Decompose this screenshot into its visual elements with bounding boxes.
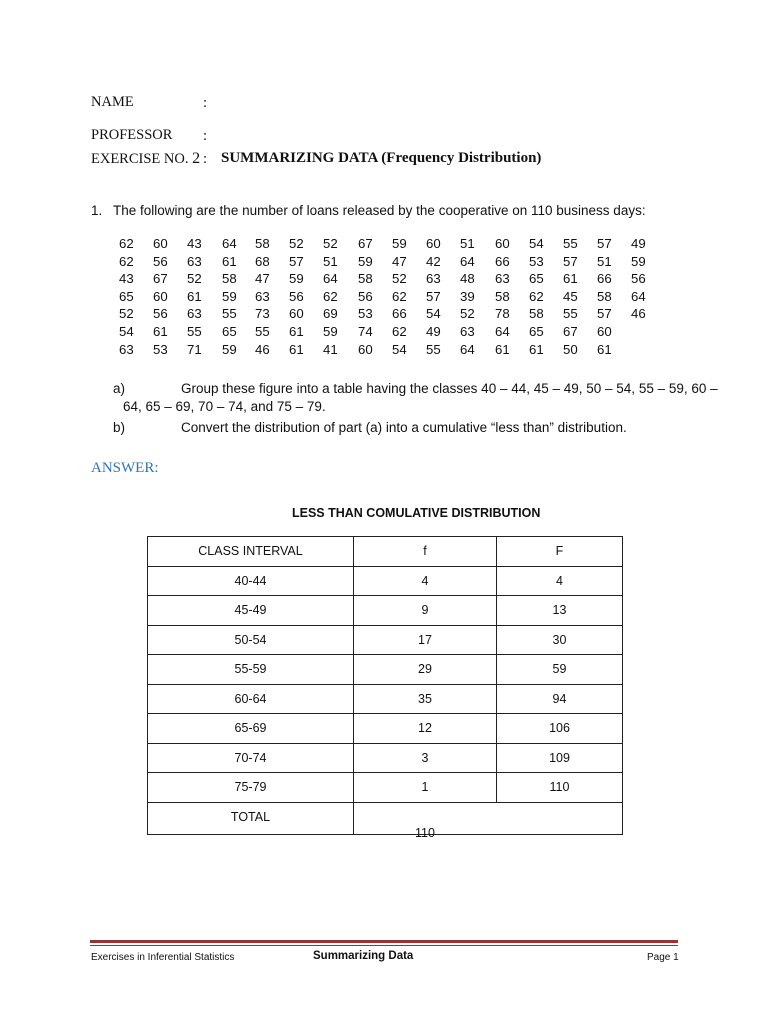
data-value: 60: [289, 306, 304, 322]
data-value: 63: [495, 271, 510, 287]
total-label: TOTAL: [230, 810, 271, 824]
header-class-interval: CLASS INTERVAL: [148, 537, 354, 567]
cumulative-frequency-cell: 109: [497, 743, 623, 773]
data-value: 54: [529, 236, 544, 251]
data-value: 46: [255, 341, 270, 357]
data-value: 60: [495, 236, 510, 251]
data-value: 56: [631, 271, 646, 287]
data-value: 59: [289, 271, 304, 287]
exercise-number: 2: [192, 150, 201, 167]
data-value: 53: [358, 306, 373, 322]
answer-heading: ANSWER:: [91, 460, 159, 476]
data-value: 64: [222, 236, 237, 251]
data-value: 61: [563, 271, 578, 287]
data-value: 60: [153, 288, 168, 304]
data-value: 46: [631, 306, 646, 322]
exercise-title: SUMMARIZING DATA (Frequency Distribution): [221, 150, 542, 166]
data-value: 64: [460, 253, 475, 269]
data-value: 59: [392, 236, 407, 251]
data-value: 55: [255, 323, 270, 339]
data-value: 50: [563, 341, 578, 357]
data-value: 65: [529, 271, 544, 287]
data-value: 69: [323, 306, 338, 322]
data-value: 57: [426, 288, 441, 304]
data-value: 61: [222, 253, 237, 269]
frequency-cell: 4: [354, 566, 497, 596]
table-row: [148, 566, 623, 596]
total-value-cell: [354, 802, 623, 840]
data-value: 59: [323, 323, 338, 339]
data-value: 61: [529, 341, 544, 357]
data-value: 65: [529, 323, 544, 339]
data-value: 78: [495, 306, 510, 322]
data-value: 58: [222, 271, 237, 287]
professor-label: PROFESSOR: [91, 127, 173, 143]
table-row: [148, 773, 623, 803]
data-value: 62: [392, 288, 407, 304]
exercise-label-text: EXERCISE NO.: [91, 151, 189, 167]
data-value: 55: [222, 306, 237, 322]
exercise-colon: :: [203, 151, 208, 167]
table-total-row: [148, 802, 623, 834]
data-value: 57: [597, 236, 612, 251]
frequency-table: [147, 536, 623, 840]
data-value: 62: [392, 323, 407, 339]
cumulative-frequency-cell: 59: [497, 655, 623, 685]
data-value: 61: [289, 341, 304, 357]
question-number: 1.: [91, 203, 103, 218]
data-value: 62: [529, 288, 544, 304]
data-value: 52: [460, 306, 475, 322]
frequency-cell: 17: [354, 625, 497, 655]
total-label-cell: [148, 802, 354, 834]
data-value: 41: [323, 341, 338, 357]
data-value: 59: [631, 253, 646, 269]
class-interval-cell: 45-49: [148, 596, 354, 626]
data-value: 63: [255, 288, 270, 304]
data-value: 48: [460, 271, 475, 287]
data-value: 68: [255, 253, 270, 269]
table-row: [148, 655, 623, 685]
class-interval-cell: 60-64: [148, 684, 354, 714]
data-value: 67: [153, 271, 168, 287]
frequency-cell: 35: [354, 684, 497, 714]
header-cumulative-frequency: F: [497, 537, 623, 567]
data-value: 52: [289, 236, 304, 251]
frequency-cell: 1: [354, 773, 497, 803]
data-value: 67: [563, 323, 578, 339]
data-value: 49: [426, 323, 441, 339]
data-value: 55: [187, 323, 202, 339]
class-interval-cell: 50-54: [148, 625, 354, 655]
data-value: 43: [119, 271, 134, 287]
data-value: 60: [426, 236, 441, 251]
data-value: 57: [563, 253, 578, 269]
data-value: 67: [358, 236, 373, 251]
data-value: 65: [222, 323, 237, 339]
class-interval-cell: 55-59: [148, 655, 354, 685]
data-value: 55: [563, 236, 578, 251]
data-value: 57: [597, 306, 612, 322]
data-value: 66: [597, 271, 612, 287]
data-value: 64: [323, 271, 338, 287]
table-row: [148, 625, 623, 655]
data-value: 56: [153, 306, 168, 322]
table-row: [148, 596, 623, 626]
frequency-cell: 29: [354, 655, 497, 685]
footer-center: Summarizing Data: [313, 950, 414, 962]
header-frequency: f: [354, 537, 497, 567]
data-value: 51: [460, 236, 475, 251]
data-value: 63: [460, 323, 475, 339]
data-value: 60: [597, 323, 612, 339]
frequency-cell: 9: [354, 596, 497, 626]
data-value: 42: [426, 253, 441, 269]
data-value: 52: [119, 306, 134, 322]
data-value: 47: [255, 271, 270, 287]
data-value: 63: [187, 306, 202, 322]
data-value: 64: [631, 288, 646, 304]
data-value: 54: [392, 341, 407, 357]
data-value: 51: [323, 253, 338, 269]
data-value: 74: [358, 323, 373, 339]
part-a-line2: 64, 65 – 69, 70 – 74, and 75 – 79.: [123, 399, 326, 414]
data-value: 49: [631, 236, 646, 251]
data-value: 61: [289, 323, 304, 339]
data-value: 60: [153, 236, 168, 251]
cumulative-frequency-cell: 106: [497, 714, 623, 744]
data-value: 60: [358, 341, 373, 357]
cumulative-frequency-cell: 110: [497, 773, 623, 803]
total-value: 110: [415, 825, 435, 840]
footer-left: Exercises in Inferential Statistics: [91, 952, 235, 963]
cumulative-frequency-cell: 94: [497, 684, 623, 714]
frequency-cell: 12: [354, 714, 497, 744]
footer-rule-thin: [90, 945, 678, 946]
table-row: [148, 714, 623, 744]
data-value: 61: [187, 288, 202, 304]
data-value: 56: [358, 288, 373, 304]
table-row: [148, 743, 623, 773]
class-interval-cell: 40-44: [148, 566, 354, 596]
part-b-label: b): [113, 420, 126, 435]
data-value: 57: [289, 253, 304, 269]
data-value: 66: [392, 306, 407, 322]
data-value: 56: [153, 253, 168, 269]
part-a-line1: Group these figure into a table having the classes 40 – 44, 45 – 49, 50 – 54, 55 – 59, 60 –: [181, 381, 718, 396]
exercise-label: [91, 150, 200, 168]
data-value: 62: [119, 253, 134, 269]
data-value: 62: [119, 236, 134, 251]
class-interval-cell: 65-69: [148, 714, 354, 744]
question-text: The following are the number of loans released by the cooperative on 110 business days:: [113, 203, 646, 218]
data-value: 55: [426, 341, 441, 357]
professor-colon: :: [203, 128, 208, 144]
data-value: 53: [153, 341, 168, 357]
class-interval-cell: 75-79: [148, 773, 354, 803]
data-value: 58: [529, 306, 544, 322]
data-value: 61: [597, 341, 612, 357]
cumulative-frequency-cell: 4: [497, 566, 623, 596]
data-value: 59: [222, 341, 237, 357]
data-value: 58: [597, 288, 612, 304]
data-value: 61: [153, 323, 168, 339]
class-interval-cell: 70-74: [148, 743, 354, 773]
footer-page-number: Page 1: [647, 952, 679, 963]
frequency-cell: 3: [354, 743, 497, 773]
table-title: LESS THAN COMULATIVE DISTRIBUTION: [292, 506, 541, 520]
data-value: 58: [255, 236, 270, 251]
data-value: 58: [495, 288, 510, 304]
data-value: 58: [358, 271, 373, 287]
data-value: 52: [392, 271, 407, 287]
data-value: 43: [187, 236, 202, 251]
data-value: 47: [392, 253, 407, 269]
data-value: 73: [255, 306, 270, 322]
table-row: [148, 684, 623, 714]
name-label: NAME: [91, 94, 134, 110]
data-value: 45: [563, 288, 578, 304]
data-value: 54: [119, 323, 134, 339]
data-value: 52: [323, 236, 338, 251]
part-b-text: Convert the distribution of part (a) into a cumulative “less than” distribution.: [181, 420, 627, 435]
name-colon: :: [203, 95, 208, 111]
data-value: 55: [563, 306, 578, 322]
data-value: 66: [495, 253, 510, 269]
data-value: 52: [187, 271, 202, 287]
data-value: 64: [460, 341, 475, 357]
part-a-label: a): [113, 381, 126, 396]
cumulative-frequency-cell: 13: [497, 596, 623, 626]
data-value: 54: [426, 306, 441, 322]
footer-rule-thick: [90, 940, 678, 943]
cumulative-frequency-cell: 30: [497, 625, 623, 655]
data-value: 39: [460, 288, 475, 304]
data-value: 63: [426, 271, 441, 287]
table-header-row: [148, 537, 623, 567]
data-value: 59: [222, 288, 237, 304]
data-value: 56: [289, 288, 304, 304]
data-value: 61: [495, 341, 510, 357]
data-value: 51: [597, 253, 612, 269]
data-value: 71: [187, 341, 202, 357]
data-value: 65: [119, 288, 134, 304]
data-value: 53: [529, 253, 544, 269]
data-value: 62: [323, 288, 338, 304]
data-value: 59: [358, 253, 373, 269]
data-value: 63: [119, 341, 134, 357]
data-value: 64: [495, 323, 510, 339]
data-value: 63: [187, 253, 202, 269]
